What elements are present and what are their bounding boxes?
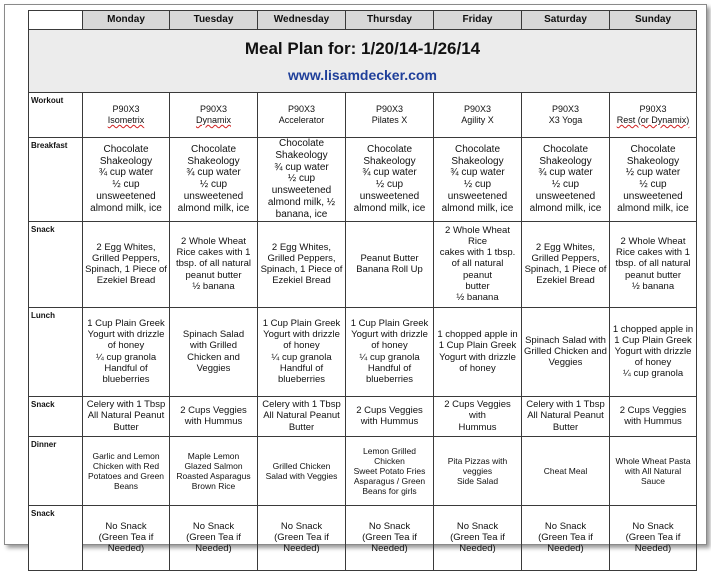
cell-line: ¼ cup granola [359,351,420,363]
snack-cell [522,221,610,307]
cell-line: Grilled Chicken and [524,345,607,357]
breakfast-cell [170,138,258,222]
cell-line: Shakeology [187,155,240,167]
cell-line: 1 Cup Plain Greek [87,317,165,329]
day-header: Sunday [610,11,697,30]
cell-line: Yogurt with drizzle [263,329,340,341]
cell-line: ½ cup [551,179,580,191]
cell-line: Yogurt with drizzle [87,329,165,341]
cell-line: 1 chopped apple in [437,329,518,341]
cell-line: Celery with 1 Tbsp [526,399,605,411]
row-label-snack: Snack [29,396,83,436]
day-header-row [29,11,697,30]
cell-line: Beans for girls [362,485,417,496]
cell-line: (Green Tea if [98,531,154,543]
afternoon-snack-row [29,396,697,436]
cell-line: Yogurt with drizzle [351,329,428,341]
cell-line: No Snack [456,520,499,532]
cell-line: Cheat Meal [543,465,588,476]
cell-line: unsweetened [183,191,244,203]
meal-plan-table [28,10,697,571]
dinner-row [29,436,697,505]
cell-line: 2 Egg Whites, [96,241,156,253]
cell-line: 2 Cups Veggies [180,404,247,416]
cell-line: 2 Egg Whites, [271,241,332,253]
cell-line: 1 Cup Plain Greek [614,334,692,346]
dinner-cell [610,436,697,505]
cell-line: almond milk, ice [441,202,514,214]
row-label-dinner: Dinner [29,436,83,505]
cell-line: 2 Cups Veggies with [444,399,511,422]
cell-line: Ezekiel Bread [536,275,595,287]
cell-line: blueberries [366,373,413,385]
breakfast-cell [83,138,170,222]
cell-line: Chocolate [103,143,149,155]
cell-line: with All Natural Sauce [624,465,682,486]
cell-line: Chicken with Red [92,460,160,471]
breakfast-cell [258,138,346,222]
cell-line: ¼ cup granola [271,351,332,363]
cell-line: 2 Whole Wheat [181,236,246,248]
dinner-cell [83,436,170,505]
cell-line: Chocolate [278,138,325,149]
cell-line: Hummus [458,421,497,433]
workout-name: Isometrix [107,115,145,125]
cell-line: Spinach Salad [182,329,245,341]
cell-line: Needed) [459,543,496,555]
cell-line: Handful of [104,362,148,374]
cell-line: peanut butter [185,269,242,281]
cell-line: Yogurt with drizzle [614,345,692,357]
cell-line: No Snack [368,520,411,532]
cell-line: Maple Lemon [187,450,240,461]
workout-line: P90X3 [287,104,316,115]
dinner-cell [434,436,522,505]
workout-name: Dynamix [195,115,231,125]
cell-line: Grilled Peppers, [267,252,336,264]
workout-cell [170,93,258,138]
lunch-cell [434,307,522,396]
cell-line: of all natural peanut [451,258,504,281]
workout-name: Agility X [461,115,494,125]
cell-line: Chocolate [630,143,676,155]
cell-line: 2 Cups Veggies [356,404,423,416]
cell-line: Ezekiel Bread [96,275,156,287]
cell-line: Sweet Potato Fries [353,465,426,476]
cell-line: of honey [283,340,320,352]
cell-line: Pita Pizzas with [447,455,508,466]
cell-line: No Snack [544,520,587,532]
cell-line: All Natural Peanut [527,410,604,422]
cell-line: No Snack [192,520,235,532]
workout-cell [83,93,170,138]
cell-line: blueberries [102,373,150,385]
dinner-cell [522,436,610,505]
cell-line: Grilled Peppers, [91,252,161,264]
day-header: Saturday [522,11,610,30]
lunch-cell [610,307,697,396]
cell-line: Glazed Salmon [184,460,243,471]
cell-line: 2 Cups Veggies [619,404,687,416]
cell-line: 2 Egg Whites, [535,241,596,253]
cell-line: peanut butter [625,269,681,281]
row-label-workout: Workout [29,93,83,138]
cell-line: ¾ cup water [274,161,329,173]
cell-line: Needed) [634,543,672,555]
cell-line: 2 Whole Wheat Rice [445,224,510,248]
snack-cell [610,221,697,307]
cell-line: No Snack [105,520,147,532]
day-header: Thursday [346,11,434,30]
workout-line: P90X3 [639,104,667,115]
cell-line: No Snack [280,520,323,532]
snack-cell [170,505,258,570]
snack-cell [258,221,346,307]
cell-line: ¾ cup water [450,167,505,179]
cell-line: Rice cakes with 1 [176,247,251,259]
cell-line: ¾ cup water [98,167,154,179]
cell-line: tbsp. of all natural [176,258,251,270]
cell-line: of honey [107,340,145,352]
cell-line: unsweetened [96,191,156,203]
cell-line: Butter [552,421,579,433]
day-header: Friday [434,11,522,30]
cell-line: Needed) [195,543,232,555]
cell-line: ½ cup unsweetened [271,173,332,197]
breakfast-cell [434,138,522,222]
cell-line: with Grilled [190,340,237,352]
cell-line: (Green Tea if [362,531,417,543]
cell-line: All Natural Peanut [87,410,165,422]
workout-line: P90X3 [463,104,492,115]
cell-line: Yogurt with drizzle [439,351,516,363]
cell-line: Chicken and [187,351,240,363]
workout-cell [434,93,522,138]
cell-line: Potatoes and Green [87,470,165,481]
cell-line: Shakeology [451,155,504,167]
snack-cell [522,505,610,570]
corner-cell [29,11,83,30]
cell-line: Celery with 1 Tbsp [86,399,166,411]
cell-line: ½ banana [456,292,499,304]
cell-line: (Green Tea if [450,531,505,543]
cell-line: Asparagus / Green [353,475,426,486]
cell-line: Chocolate [454,143,501,155]
cell-line: with Hummus [360,416,419,428]
cell-line: 1 Cup Plain Greek [438,340,517,352]
snack-cell [346,221,434,307]
cell-line: Handful of [279,362,324,374]
workout-name: Rest (or Dynamix) [616,115,690,125]
lunch-cell [83,307,170,396]
cell-line: Chocolate [190,143,237,155]
workout-row [29,93,697,138]
cell-line: Grilled Peppers, [531,252,600,264]
cell-line: Salad with Veggies [265,470,338,481]
cell-line: ¼ cup granola [622,368,684,380]
workout-line: P90X3 [199,104,228,115]
cell-line: (Green Tea if [274,531,329,543]
cell-line: Butter [288,421,315,433]
lunch-cell [346,307,434,396]
snack-cell [610,505,697,570]
cell-line: blueberries [278,373,325,385]
day-header: Tuesday [170,11,258,30]
cell-line: with Hummus [624,416,682,428]
cell-line: almond milk, ice [353,202,426,214]
dinner-cell [346,436,434,505]
cell-line: Side Salad [456,475,499,486]
cell-line: Butter [113,421,139,433]
cell-line: Chocolate [542,143,589,155]
cell-line: almond milk, ice [617,202,689,214]
workout-line: P90X3 [551,104,580,115]
cell-line: Grilled Chicken [272,460,331,471]
lunch-cell [170,307,258,396]
cell-line: Shakeology [363,155,416,167]
cell-line: Banana Roll Up [356,264,423,276]
cell-line: ½ cup unsweetened [359,179,420,203]
cell-line: cakes with 1 tbsp. [439,247,516,259]
cell-line: ½ cup [199,179,228,191]
cell-line: (Green Tea if [186,531,241,543]
lunch-cell [258,307,346,396]
title-row [29,30,697,93]
cell-line: (Green Tea if [625,531,681,543]
snack-cell [434,505,522,570]
cell-line: of honey [459,362,496,374]
cell-line: ½ cup unsweetened [623,179,683,203]
cell-line: ½ cup [112,179,140,191]
cell-line: 1 Cup Plain Greek [262,317,341,329]
cell-line: (Green Tea if [538,531,593,543]
cell-line: Needed) [547,543,584,555]
cell-line: Veggies [548,357,583,369]
workout-cell [522,93,610,138]
cell-line: ½ banana [192,280,235,292]
cell-line: All Natural Peanut [263,410,340,422]
cell-line: almond milk, ice [529,202,602,214]
cell-line: Rice cakes with 1 [616,247,690,259]
evening-snack-row [29,505,697,570]
cell-line: Spinach, 1 Piece of [524,264,607,276]
cell-line: 1 chopped apple in [612,323,694,335]
snack-cell [258,396,346,436]
cell-line: Needed) [371,543,408,555]
cell-line: Spinach Salad with [525,334,606,346]
cell-line: Shakeology [626,155,680,167]
page-title: Meal Plan for: 1/20/14-1/26/14 [244,38,481,58]
cell-line: 2 Whole Wheat [620,236,686,248]
cell-line: butter [465,280,490,292]
workout-name: Accelerator [278,115,325,125]
row-label-snack: Snack [29,221,83,307]
cell-line: Shakeology [539,155,592,167]
cell-line: No Snack [632,520,674,532]
breakfast-cell [346,138,434,222]
cell-line: Shakeology [275,149,328,161]
cell-line: Lemon Grilled [363,445,416,456]
lunch-cell [522,307,610,396]
cell-line: Peanut Butter [360,252,419,264]
cell-line: of honey [634,357,672,369]
cell-line: unsweetened [535,191,596,203]
workout-name: Pilates X [371,115,408,125]
cell-line: Beans [113,480,139,491]
cell-line: Brown Rice [191,480,236,491]
cell-line: 1 Cup Plain Greek [350,317,429,329]
workout-line: P90X3 [375,104,404,115]
cell-line: ½ cup water [625,167,681,179]
cell-line: ¾ cup water [362,167,417,179]
row-label-lunch: Lunch [29,307,83,396]
lunch-row [29,307,697,396]
cell-line: ½ banana [631,280,675,292]
cell-line: Needed) [283,543,320,555]
cell-line: ¾ cup water [186,167,241,179]
dinner-cell [258,436,346,505]
cell-line: tbsp. of all natural [615,258,691,270]
cell-line: Celery with 1 Tbsp [262,399,341,411]
snack-cell [83,396,170,436]
cell-line: Whole Wheat Pasta [615,455,691,466]
workout-cell [610,93,697,138]
cell-line: Spinach, 1 Piece of [260,264,343,276]
snack-cell [170,221,258,307]
workout-cell [346,93,434,138]
cell-line: Needed) [107,543,145,555]
dinner-cell [170,436,258,505]
breakfast-row [29,138,697,222]
workout-name: X3 Yoga [548,115,583,125]
cell-line: almond milk, ½ [267,196,336,208]
snack-cell [83,221,170,307]
day-header: Monday [83,11,170,30]
cell-line: almond milk, ice [177,202,250,214]
breakfast-cell [522,138,610,222]
title-cell [29,30,697,93]
cell-line: Shakeology [99,155,153,167]
snack-cell [346,505,434,570]
snack-cell [434,396,522,436]
snack-cell [83,505,170,570]
snack-cell [522,396,610,436]
morning-snack-row [29,221,697,307]
row-label-breakfast: Breakfast [29,138,83,222]
cell-line: ¾ cup water [538,167,593,179]
workout-cell [258,93,346,138]
snack-cell [434,221,522,307]
snack-cell [170,396,258,436]
cell-line: veggies [462,465,493,476]
cell-line: Garlic and Lemon [92,450,160,461]
cell-line: of honey [371,340,408,352]
cell-line: ¼ cup granola [95,351,157,363]
cell-line: almond milk, ice [90,202,162,214]
cell-line: Ezekiel Bread [272,275,331,287]
snack-cell [346,396,434,436]
cell-line: ½ cup unsweetened [447,179,508,203]
breakfast-cell [610,138,697,222]
snack-cell [258,505,346,570]
cell-line: banana, ice [275,208,328,220]
cell-line: with Hummus [184,416,243,428]
cell-line: Veggies [196,362,231,374]
row-label-snack: Snack [29,505,83,570]
snack-cell [610,396,697,436]
cell-line: Handful of [367,362,412,374]
cell-line: Chocolate [366,143,413,155]
cell-line: Roasted Asparagus [176,470,251,481]
site-url: www.lisamdecker.com [288,66,437,83]
cell-line: Spinach, 1 Piece of [85,264,167,276]
workout-line: P90X3 [112,104,140,115]
day-header: Wednesday [258,11,346,30]
cell-line: Chicken [374,455,405,466]
